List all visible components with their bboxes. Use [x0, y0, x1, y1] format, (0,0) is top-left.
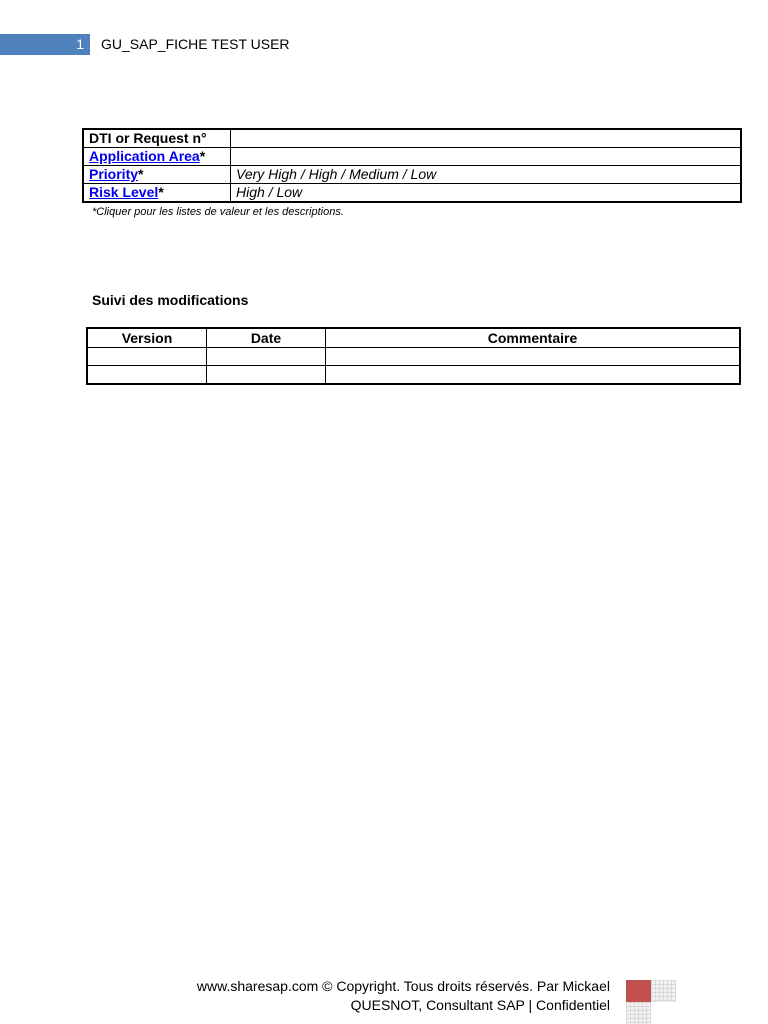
column-header-date: Date [207, 328, 326, 348]
section-title: Suivi des modifications [92, 292, 249, 308]
table-row [83, 184, 741, 203]
dti-request-value [231, 129, 742, 148]
required-marker: * [199, 148, 206, 164]
priority-link[interactable]: Priority [89, 166, 139, 182]
table-row [83, 148, 741, 166]
table-row [83, 166, 741, 184]
modifications-table [86, 327, 741, 385]
table-row [87, 366, 740, 385]
page-number: 1 [76, 36, 84, 52]
footer-line-1: www.sharesap.com © Copyright. Tous droits réservés. Par Mickael [196, 978, 610, 994]
column-header-comment: Commentaire [326, 328, 741, 348]
table-header-row [87, 328, 740, 348]
table-row [83, 129, 741, 148]
request-info-table [82, 128, 742, 203]
risk-level-value: High / Low [231, 184, 742, 203]
table-row [87, 348, 740, 366]
risk-level-cell [83, 184, 231, 203]
required-marker: * [158, 184, 164, 200]
application-area-cell [83, 148, 231, 166]
document-title: GU_SAP_FICHE TEST USER [101, 36, 290, 52]
footer-line-2: QUESNOT, Consultant SAP | Confidentiel [350, 997, 610, 1013]
logo-grid-square [651, 980, 676, 1002]
logo-grid-square [626, 1002, 651, 1024]
date-cell [207, 366, 326, 385]
version-cell [87, 348, 207, 366]
application-area-link[interactable]: Application Area [89, 148, 200, 164]
priority-value: Very High / High / Medium / Low [231, 166, 742, 184]
footer-copyright [197, 977, 610, 1015]
column-header-version: Version [87, 328, 207, 348]
priority-cell [83, 166, 231, 184]
comment-cell [326, 348, 741, 366]
comment-cell [326, 366, 741, 385]
version-cell [87, 366, 207, 385]
value-list-note: *Cliquer pour les listes de valeur et les descriptions. [92, 206, 344, 218]
risk-level-link[interactable]: Risk Level [89, 184, 159, 200]
sharesap-logo-icon [626, 980, 676, 1024]
logo-red-square [626, 980, 651, 1002]
date-cell [207, 348, 326, 366]
required-marker: * [138, 166, 144, 182]
application-area-value [231, 148, 742, 166]
dti-request-label: DTI or Request n° [83, 129, 231, 148]
